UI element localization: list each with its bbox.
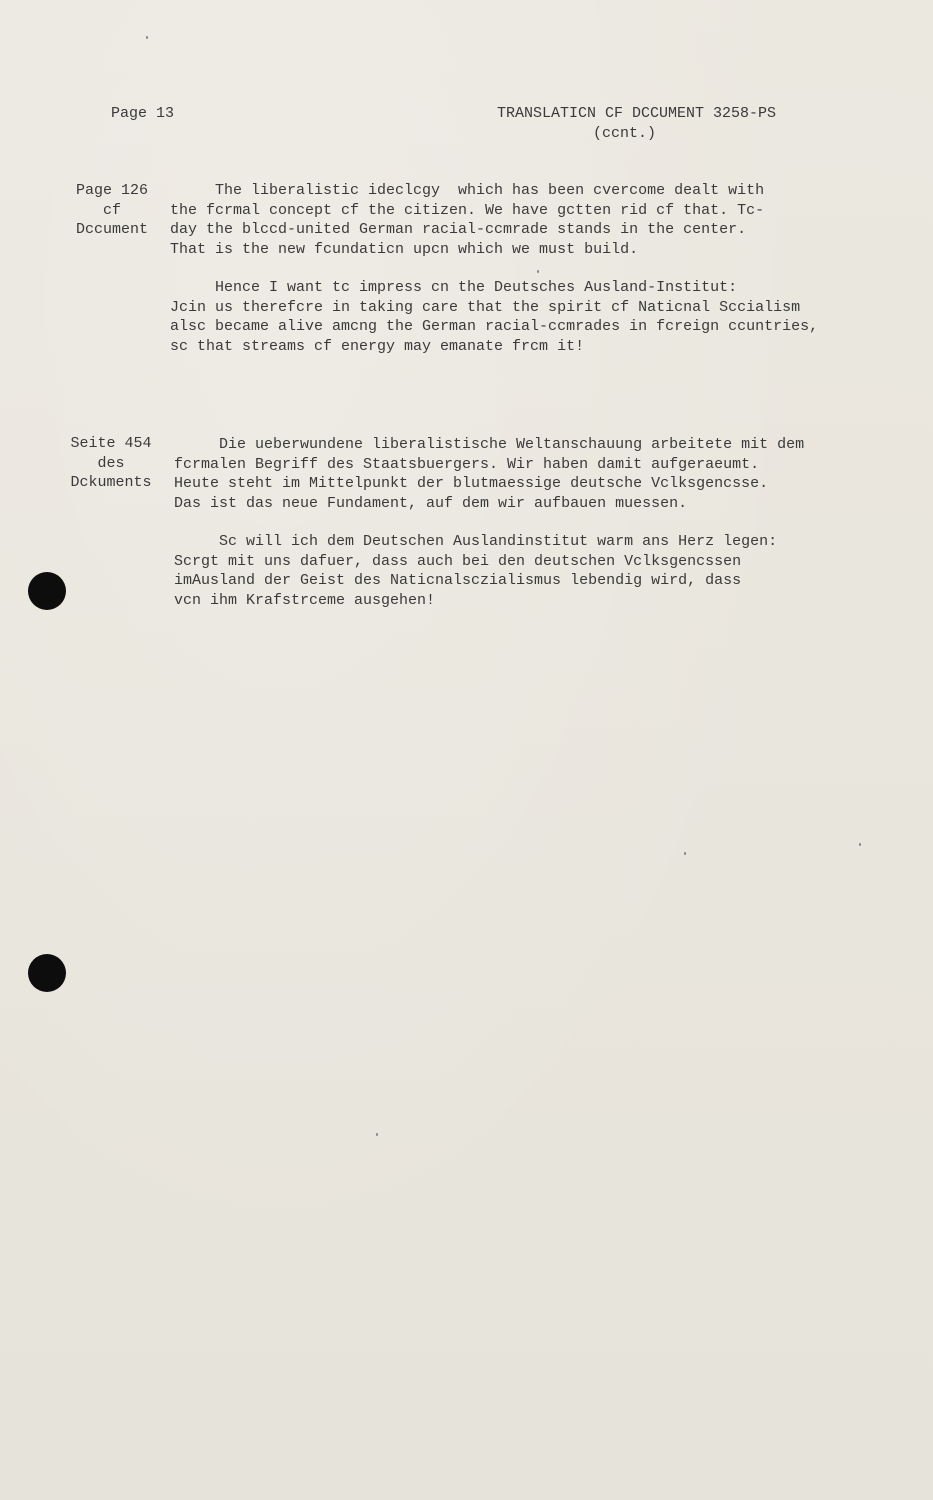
text-line: Hence I want tc impress cn the Deutsches Ausland-Institut: xyxy=(170,279,738,296)
text-line: Das ist das neue Fundament, auf dem wir aufbauen muessen. xyxy=(174,494,688,512)
paper-speck xyxy=(376,1133,378,1136)
paper-speck xyxy=(537,270,539,273)
reference-line: Dccument xyxy=(75,221,148,238)
german-paragraph-1 xyxy=(174,435,804,513)
german-reference xyxy=(63,434,159,493)
page-number: Page 13 xyxy=(111,105,175,122)
text-line: day the blccd-united German racial-ccmrade stands in the center. xyxy=(170,221,747,238)
german-paragraph-2 xyxy=(174,532,777,610)
reference-line: cf xyxy=(102,201,121,219)
text-line: alsc became alive amcng the German racial-ccmrades in fcreign ccuntries, xyxy=(170,318,819,335)
translation-title: TRANSLATICN CF DCCUMENT 3258-PS xyxy=(497,105,777,122)
text-line: Die ueberwundene liberalistische Weltanschauung arbeitete mit dem xyxy=(174,436,805,453)
text-line: vcn ihm Krafstrceme ausgehen! xyxy=(174,591,436,609)
text-line: fcrmalen Begriff des Staatsbuergers. Wir haben damit aufgeraeumt. xyxy=(174,455,760,473)
reference-line: Seite 454 xyxy=(70,435,152,452)
text-line: Scrgt mit uns dafuer, dass auch bei den deutschen Vclksgencssen xyxy=(174,552,742,570)
continued-label: (ccnt.) xyxy=(593,125,657,142)
reference-line: des xyxy=(97,454,125,472)
punch-hole xyxy=(28,572,66,610)
english-paragraph-1 xyxy=(170,181,764,259)
text-line: imAusland der Geist des Naticnalsczialismus lebendig wird, dass xyxy=(174,572,742,589)
reference-line: Dckuments xyxy=(70,474,152,491)
punch-hole xyxy=(28,954,66,992)
text-line: That is the new fcundaticn upcn which we must build. xyxy=(170,240,639,258)
text-line: sc that streams cf energy may emanate frcm it! xyxy=(170,337,585,355)
english-reference xyxy=(64,181,160,240)
text-line: Sc will ich dem Deutschen Auslandinstitut warm ans Herz legen: xyxy=(174,533,778,550)
paper-speck xyxy=(684,852,686,855)
paper-speck xyxy=(146,36,148,39)
text-line: Jcin us therefcre in taking care that the spirit cf Naticnal Sccialism xyxy=(170,298,801,316)
reference-line: Page 126 xyxy=(75,182,148,199)
paper-speck xyxy=(859,843,861,846)
text-line: The liberalistic ideclcgy which has been cvercome dealt with xyxy=(170,182,765,199)
text-line: the fcrmal concept cf the citizen. We have gctten rid cf that. Tc- xyxy=(170,201,765,219)
text-line: Heute steht im Mittelpunkt der blutmaessige deutsche Vclksgencsse. xyxy=(174,475,769,492)
english-paragraph-2 xyxy=(170,278,818,356)
